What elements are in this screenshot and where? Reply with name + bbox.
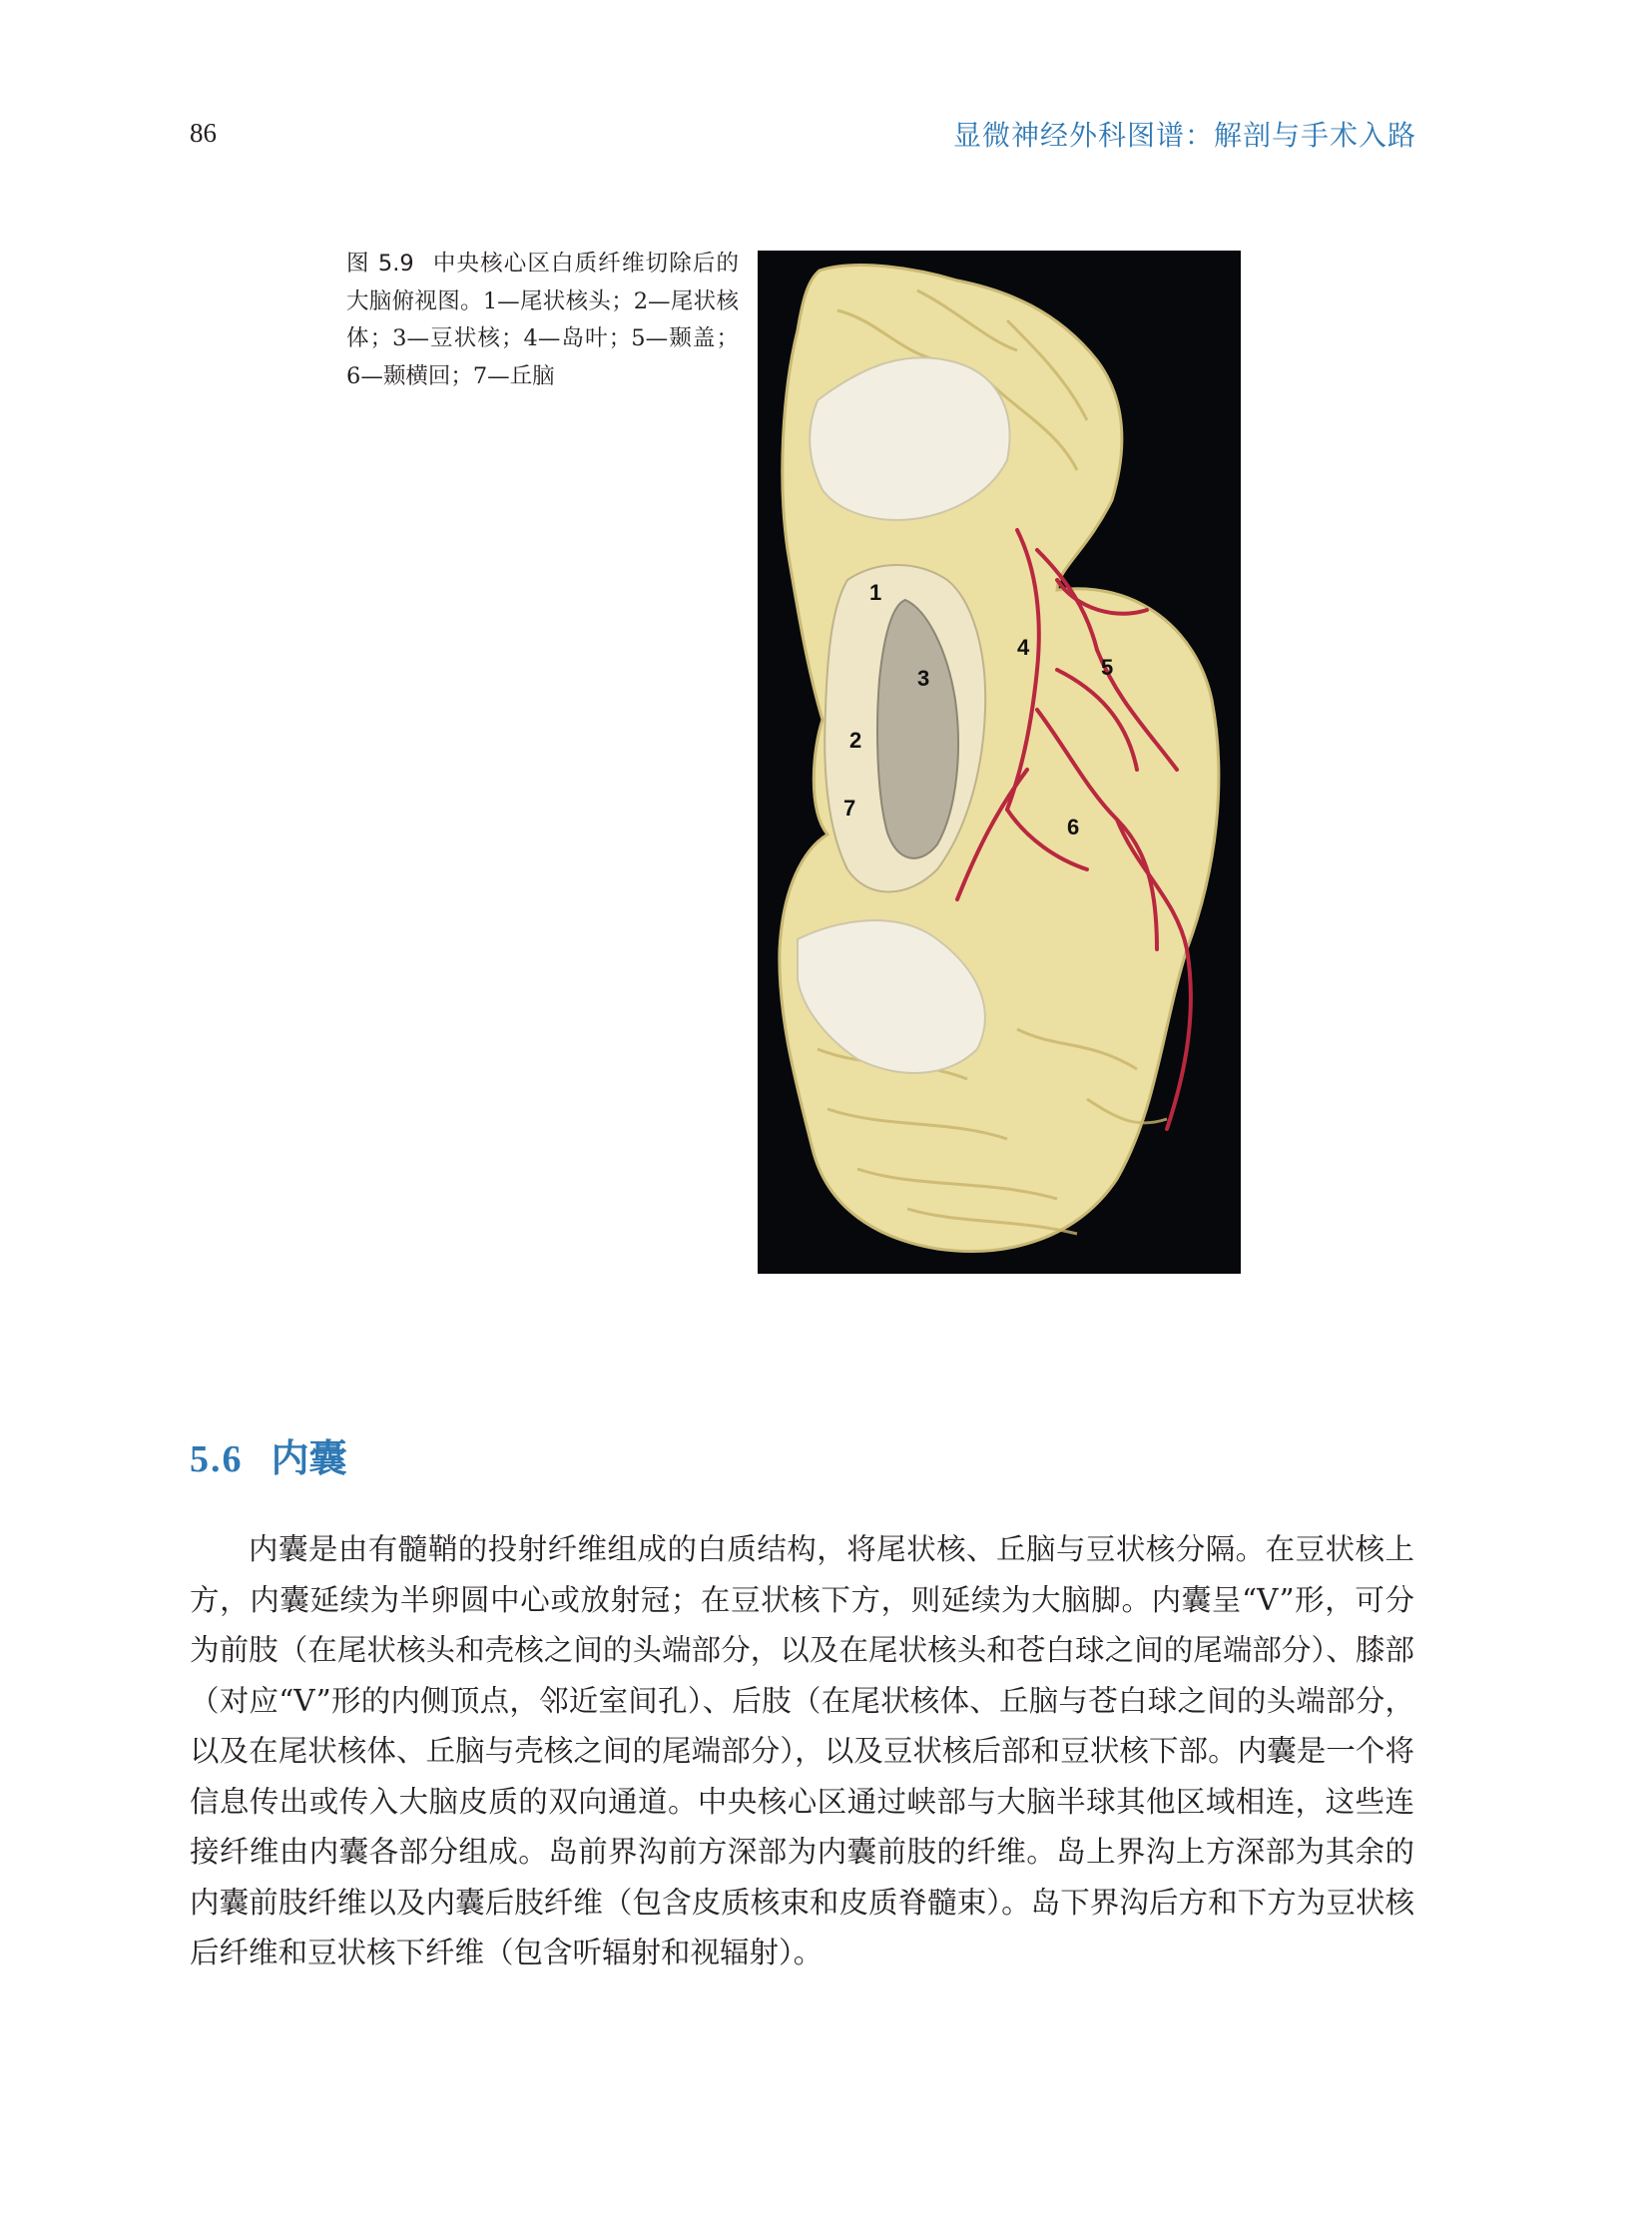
marker-5: 5: [1101, 655, 1114, 680]
figure-caption: [346, 246, 739, 395]
section-number: 5.6: [190, 1438, 244, 1480]
marker-6: 6: [1067, 815, 1080, 839]
marker-2: 2: [849, 728, 862, 753]
brain-dissection-photo: [758, 251, 1241, 1274]
figure-label: 图 5.9: [346, 251, 414, 277]
body-paragraph: 内囊是由有髓鞘的投射纤维组成的白质结构，将尾状核、丘脑与豆状核分隔。在豆状核上方，内囊延续为半卵圆中心或放射冠；在豆状核下方，则延续为大脑脚。内囊呈“V”形，可分为前肢（在尾状核头和壳核之间的头端部分，以及在尾状核头和苍白球之间的尾端部分）、膝部（对应“V”形的内侧顶点，邻近室间孔）、后肢（在尾状核体、丘脑与苍白球之间的头端部分，以及在尾状核体、丘脑与壳核之间的尾端部分），以及豆状核后部和豆状核下部。内囊是一个将信息传出或传入大脑皮质的双向通道。中央核心区通过峡部与大脑半球其他区域相连，这些连接纤维由内囊各部分组成。岛前界沟前方深部为内囊前肢的纤维。岛上界沟上方深部为其余的内囊前肢纤维以及内囊后肢纤维（包含皮质核束和皮质脊髓束）。岛下界沟后方和下方为豆状核后纤维和豆状核下纤维（包含听辐射和视辐射）。: [190, 1532, 1414, 1969]
section-heading: [190, 1427, 347, 1482]
marker-1: 1: [869, 580, 882, 605]
page-number: 86: [190, 118, 217, 148]
section-title: 内囊: [271, 1435, 347, 1480]
marker-7: 7: [843, 796, 856, 821]
marker-3: 3: [917, 666, 930, 691]
running-header: 显微神经外科图谱：解剖与手术入路: [952, 119, 1416, 152]
figure-caption-text: 中央核心区白质纤维切除后的大脑俯视图。1—尾状核头；2—尾状核体；3—豆状核；4—岛叶；5—颞盖；6—颞横回；7—丘脑: [346, 251, 739, 389]
marker-4: 4: [1017, 635, 1030, 660]
